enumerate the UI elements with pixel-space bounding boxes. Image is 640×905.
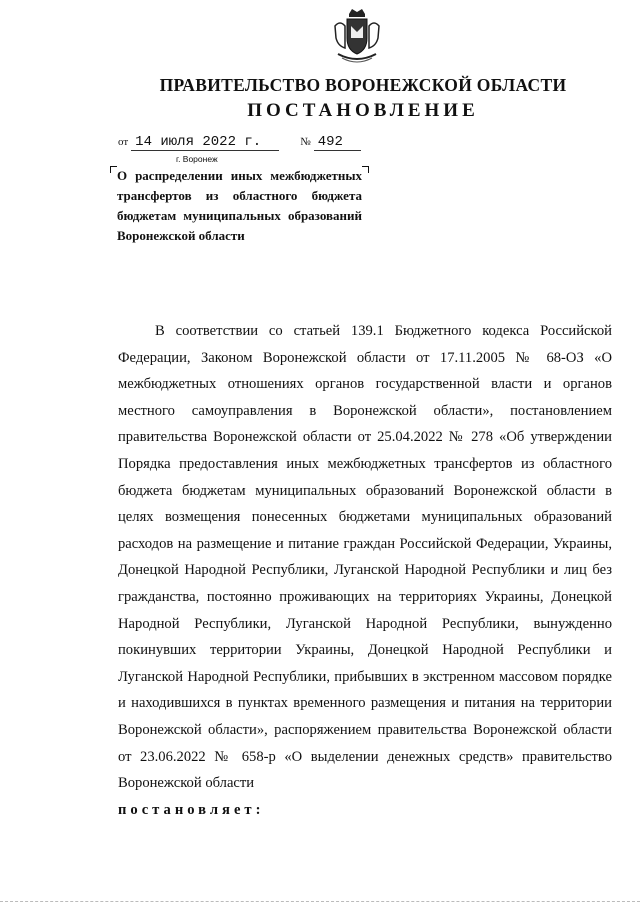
organization-title: ПРАВИТЕЛЬСТВО ВОРОНЕЖСКОЙ ОБЛАСТИ — [159, 75, 567, 95]
document-type: ПОСТАНОВЛЕНИЕ — [247, 100, 479, 121]
document-date: 14 июля 2022 г. — [131, 134, 279, 151]
coat-of-arms-icon — [330, 8, 384, 66]
document-number: 492 — [314, 134, 361, 151]
document-dateline — [118, 134, 361, 150]
document-subject: О распределении иных межбюджетных трансфертов из областного бюджета бюджетам муниципальных образований Воронежской области — [117, 168, 362, 243]
subject-bracket-left — [110, 166, 117, 173]
page-bottom-edge — [0, 901, 640, 903]
preamble-text: В соответствии со статьей 139.1 Бюджетного кодекса Российской Федерации, Законом Воронежской области от 17.11.2005 № 68-ОЗ «О межбюджетных отношениях органов государственной власти и органов местного самоуправления в Воронежской области», постановлением правительства Воронежской области от 25.04.2022 № 278 «Об утверждении Порядка предоставления иных межбюджетных трансфертов из областного бюджета бюджетам муниципальных образований Воронежской области в целях возмещения понесенных бюджетами муниципальных образований расходов на размещение и питание граждан Российской Федерации, Украины, Донецкой Народной Республики, Луганской Народной Республики и лиц без гражданства, постоянно проживающих на территориях Украины, Донецкой Народной Республики, Луганской Народной Республики, вынужденно покинувших территории Украины, Донецкой Народной Республики и Луганской Народной Республики, прибывших в экстренном массовом порядке и находившихся в пунктах временного размещения и питания на территории Воронежской области», распоряжением правительства Воронежской области от 23.06.2022 № 658-р «О выделении денежных средств» правительство Воронежской области — [118, 323, 612, 792]
document-city: г. Воронеж — [176, 154, 218, 164]
date-label: от — [118, 136, 129, 148]
document-body — [118, 318, 612, 823]
resolves-text: постановляет: — [118, 801, 265, 818]
subject-bracket-right — [362, 166, 369, 173]
number-label: № — [300, 136, 311, 148]
